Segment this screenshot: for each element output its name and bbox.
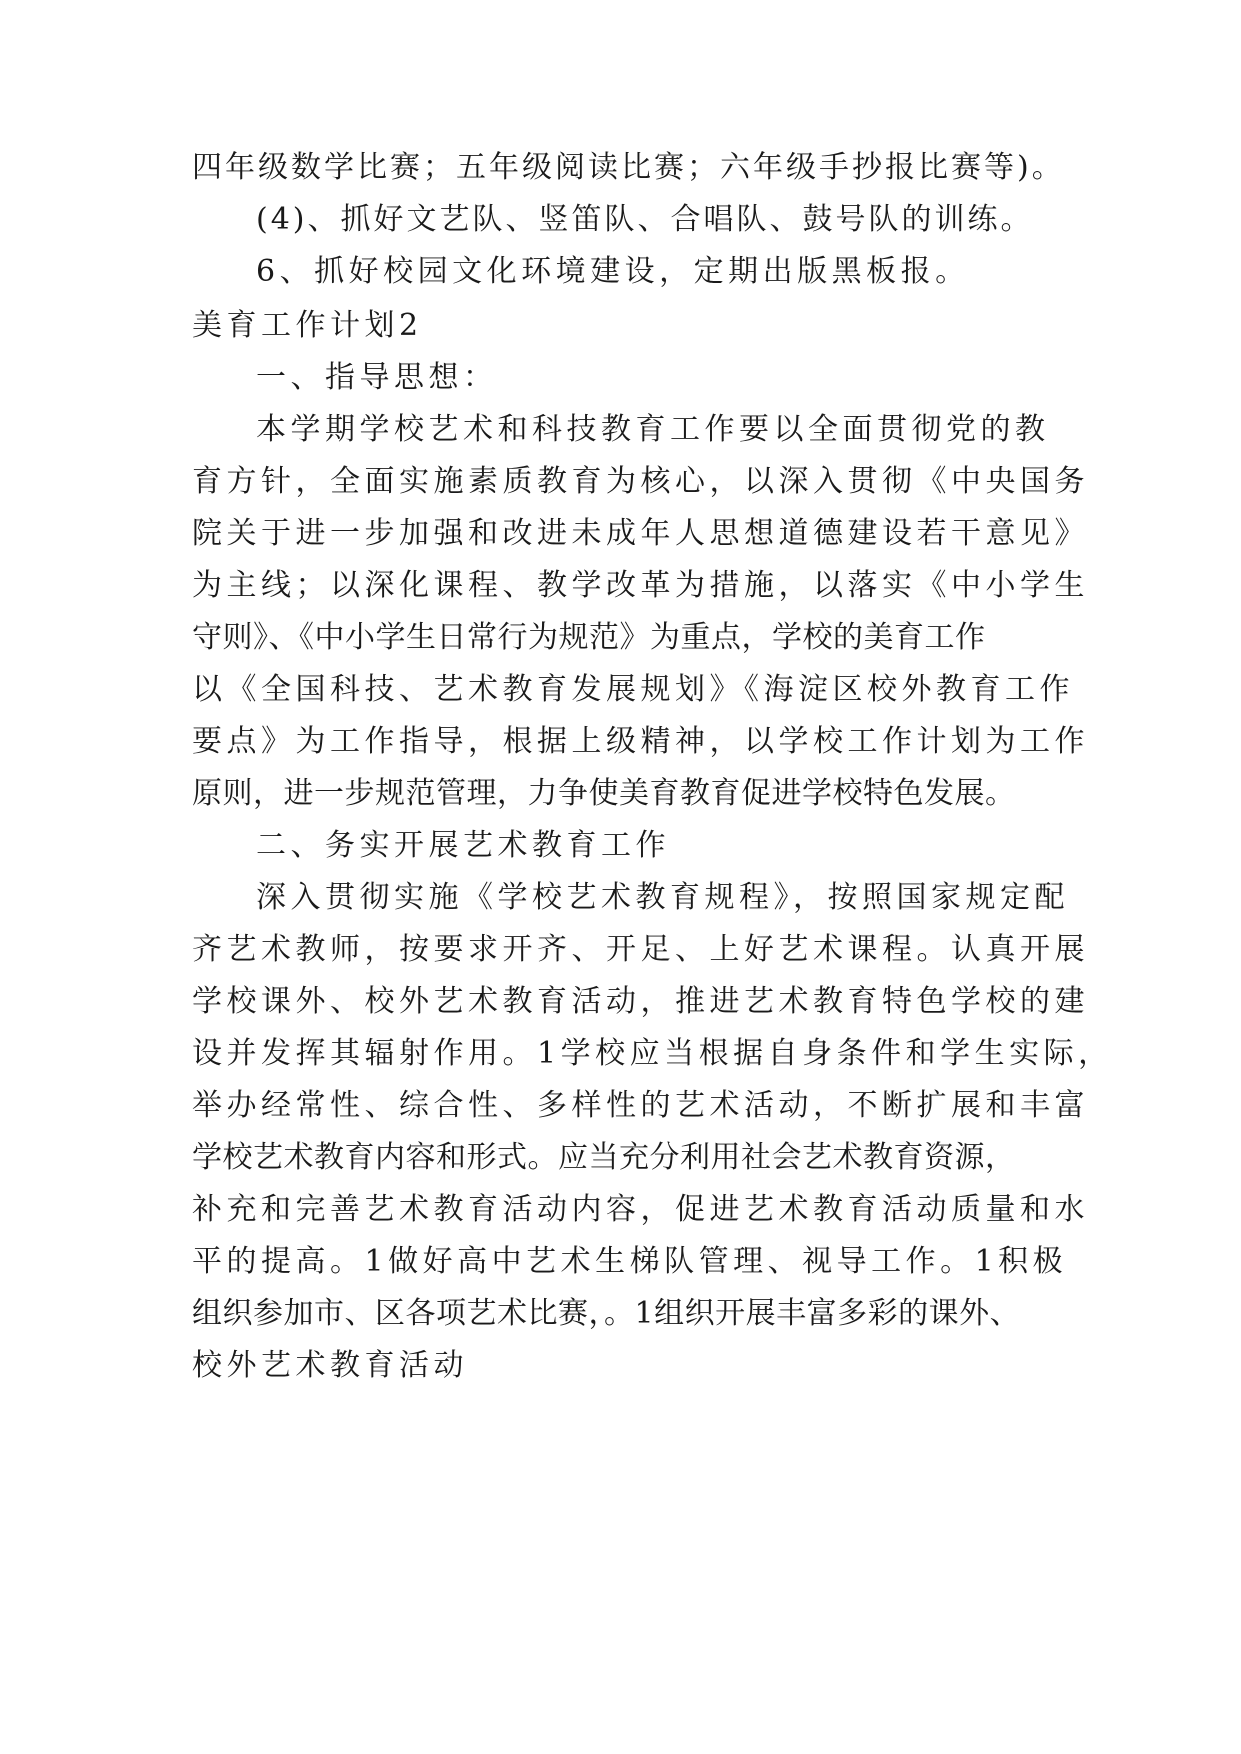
- text-line-9: 为主线；以深化课程、教学改革为措施，以落实《中小学生: [192, 568, 1089, 603]
- text-line-18: 设并发挥其辐射作用。1学校应当根据自身条件和学生实际，: [192, 1036, 1113, 1071]
- text-line-13: 原则，进一步规范管理，力争使美育教育促进学校特色发展。: [192, 776, 1016, 811]
- text-line-16: 齐艺术教师，按要求开齐、开足、上好艺术课程。认真开展: [192, 932, 1089, 967]
- text-line-1: 四年级数学比赛；五年级阅读比赛；六年级手抄报比赛等)。: [192, 150, 1065, 185]
- text-line-3: 6、抓好校园文化环境建设，定期出版黑板报。: [256, 254, 970, 289]
- text-line-19: 举办经常性、综合性、多样性的艺术活动，不断扩展和丰富: [192, 1088, 1089, 1123]
- text-line-21: 补充和完善艺术教育活动内容，促进艺术教育活动质量和水: [192, 1192, 1089, 1227]
- text-line-22: 平的提高。1做好高中艺术生梯队管理、视导工作。1积极: [192, 1244, 1068, 1279]
- text-line-11: 以《全国科技、艺术教育发展规划》《海淀区校外教育工作: [192, 672, 1074, 707]
- text-line-8: 院关于进一步加强和改进未成年人思想道德建设若干意见》: [192, 516, 1089, 551]
- text-line-6: 本学期学校艺术和科技教育工作要以全面贯彻党的教: [256, 412, 1050, 447]
- section-title-meiyu-plan-2: 美育工作计划2: [192, 308, 423, 343]
- text-line-17: 学校课外、校外艺术教育活动，推进艺术教育特色学校的建: [192, 984, 1089, 1019]
- text-line-12: 要点》为工作指导，根据上级精神，以学校工作计划为工作: [192, 724, 1089, 759]
- text-line-24: 校外艺术教育活动: [192, 1348, 468, 1383]
- text-line-15: 深入贯彻实施《学校艺术教育规程》，按照国家规定配: [256, 880, 1069, 915]
- text-line-2: (4)、抓好文艺队、竖笛队、合唱队、鼓号队的训练。: [256, 202, 1034, 237]
- heading-guiding-ideology: 一、指导思想：: [256, 360, 498, 395]
- text-line-20: 学校艺术教育内容和形式。应当充分利用社会艺术教育资源，: [192, 1140, 1016, 1175]
- text-line-23: 组织参加市、区各项艺术比赛，。1组织开展丰富多彩的课外、: [192, 1296, 1021, 1331]
- heading-art-education-work: 二、务实开展艺术教育工作: [256, 828, 670, 863]
- text-line-10: 守则》、《中小学生日常行为规范》为重点，学校的美育工作: [192, 620, 986, 655]
- text-line-7: 育方针，全面实施素质教育为核心，以深入贯彻《中央国务: [192, 464, 1089, 499]
